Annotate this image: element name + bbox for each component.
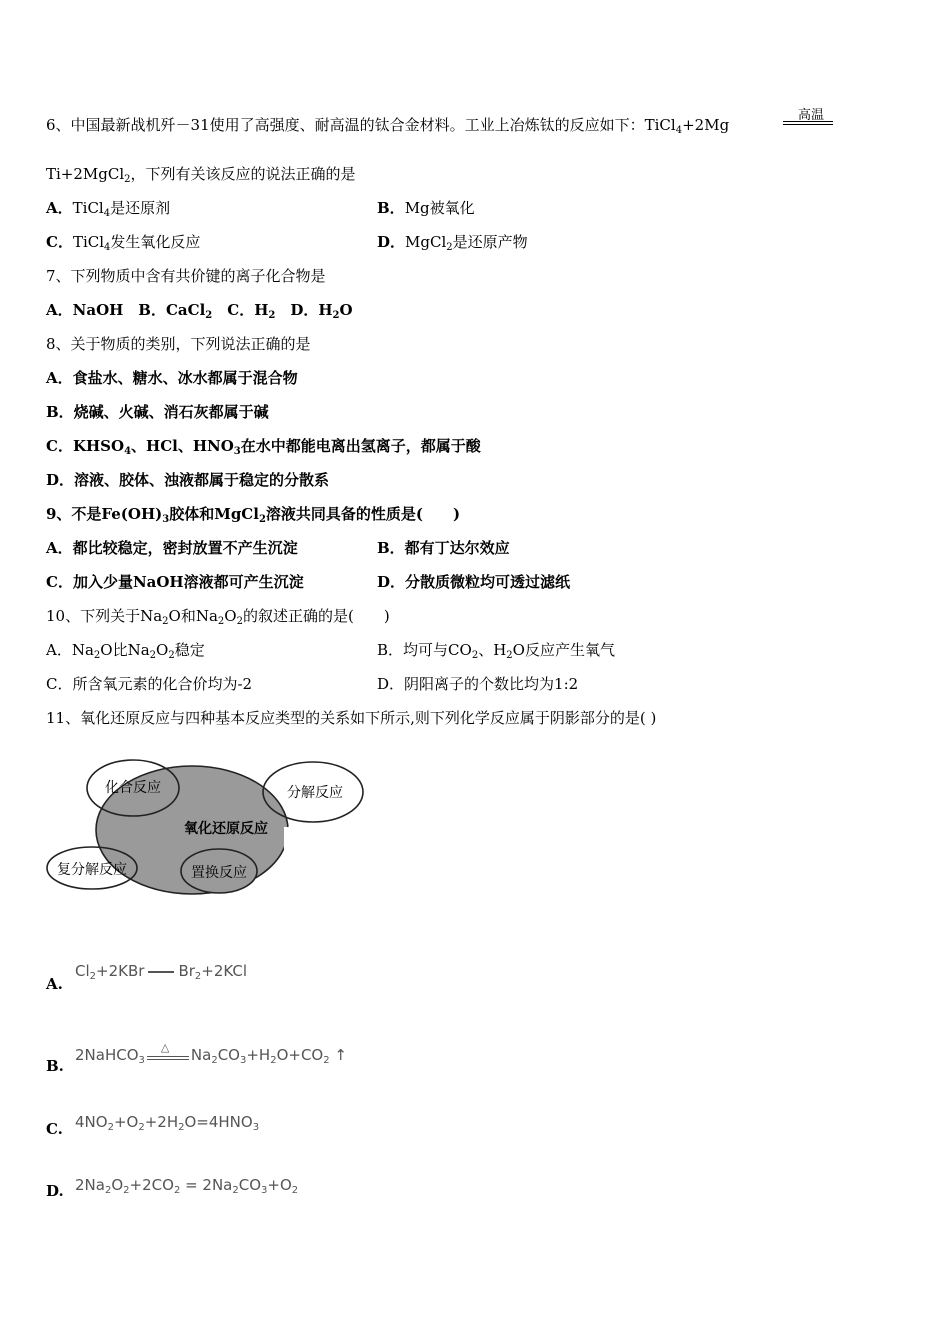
q11-stem: 11、氧化还原反应与四种基本反应类型的关系如下所示,则下列化学反应属于阴影部分的是( ) bbox=[46, 709, 657, 727]
q11-option-d-equation[interactable]: $2Na_2O_2+2CO_2 = 2Na_2CO_3+O_2$ bbox=[75, 1176, 299, 1196]
q8-stem: 8、关于物质的类别，下列说法正确的是 bbox=[46, 335, 311, 353]
q6-condition-bar2 bbox=[783, 124, 833, 125]
q6-option-a[interactable]: A．TiCl$_4$是还原剂 bbox=[46, 199, 171, 219]
q6-option-b[interactable]: B．Mg被氧化 bbox=[377, 199, 475, 217]
q10-option-c[interactable]: C．所含氧元素的化合价均为-2 bbox=[46, 675, 253, 693]
q6-condition-bar bbox=[783, 121, 833, 122]
q8-option-c[interactable]: C．$KHSO_4$、HCl、$HNO_3$在水中都能电离出氢离子，都属于酸 bbox=[46, 437, 481, 457]
q10-option-a[interactable]: A．$Na_2O$比$Na_2O_2$稳定 bbox=[46, 641, 205, 661]
q9-option-a[interactable]: A．都比较稳定，密封放置不产生沉淀 bbox=[46, 539, 298, 557]
q7-options[interactable]: A．NaOH B．CaCl$_2$ C．$H_2$ D．$H_2O$ bbox=[46, 301, 353, 321]
q9-option-b[interactable]: B．都有丁达尔效应 bbox=[377, 539, 510, 557]
decomposition-label: 分解反应 bbox=[287, 785, 343, 801]
q8-option-a[interactable]: A．食盐水、糖水、冰水都属于混合物 bbox=[46, 369, 298, 387]
q10-option-d[interactable]: D．阴阳离子的个数比均为1:2 bbox=[377, 675, 579, 693]
q9-stem: 9、不是$Fe(OH)_3$胶体和MgCl$_2$溶液共同具备的性质是( ) bbox=[46, 505, 461, 525]
q11-option-d-label[interactable]: D. bbox=[46, 1182, 64, 1200]
q6-option-c[interactable]: C．TiCl$_4$发生氧化反应 bbox=[46, 233, 201, 253]
q8-option-b[interactable]: B．烧碱、火碱、消石灰都属于碱 bbox=[46, 403, 269, 421]
double-label: 复分解反应 bbox=[57, 862, 127, 878]
q9-option-c[interactable]: C．加入少量NaOH溶液都可产生沉淀 bbox=[46, 573, 304, 591]
reaction-type-diagram bbox=[46, 755, 376, 900]
q10-stem: 10、下列关于$Na_2O$和$Na_2O_2$的叙述正确的是( ) bbox=[46, 607, 390, 627]
combination-label: 化合反应 bbox=[105, 780, 161, 796]
q6-stem-line2: Ti+2MgCl$_2$，下列有关该反应的说法正确的是 bbox=[46, 165, 356, 185]
q6-option-d[interactable]: D．MgCl$_2$是还原产物 bbox=[377, 233, 528, 253]
q11-option-a-equation[interactable]: $Cl_2+2KBr$ $Br_2+2KCl$ bbox=[75, 962, 248, 982]
q6-stem-line1: 6、中国最新战机歼－31使用了高强度、耐高温的钛合金材料。工业上冶炼钛的反应如下：TiCl$_4$+2Mg bbox=[46, 116, 730, 136]
q7-stem: 7、下列物质中含有共价键的离子化合物是 bbox=[46, 267, 326, 285]
heat-condition: △ bbox=[147, 1049, 189, 1063]
redox-label: 氧化还原反应 bbox=[184, 821, 268, 837]
reaction-arrow bbox=[148, 971, 174, 973]
q6-condition: 高温 bbox=[797, 108, 824, 123]
q8-option-d[interactable]: D．溶液、胶体、浊液都属于稳定的分散系 bbox=[46, 471, 330, 489]
q11-option-c-equation[interactable]: $4NO_2+O_2+2H_2O=4HNO_3$ bbox=[75, 1113, 260, 1133]
diagram-patch bbox=[284, 827, 344, 851]
q10-option-b[interactable]: B．均可与$CO_2$、$H_2O$反应产生氧气 bbox=[377, 641, 615, 661]
q9-option-d[interactable]: D．分散质微粒均可透过滤纸 bbox=[377, 573, 571, 591]
q11-option-c-label[interactable]: C. bbox=[46, 1120, 63, 1138]
q11-option-b-label[interactable]: B. bbox=[46, 1057, 64, 1075]
q11-option-b-equation[interactable]: 2NaHCO$_3$ △ $Na_2CO_3+H_2O+CO_2$ ↑ bbox=[75, 1040, 347, 1066]
q11-option-a-label[interactable]: A. bbox=[46, 975, 63, 993]
displacement-label: 置换反应 bbox=[191, 865, 247, 881]
